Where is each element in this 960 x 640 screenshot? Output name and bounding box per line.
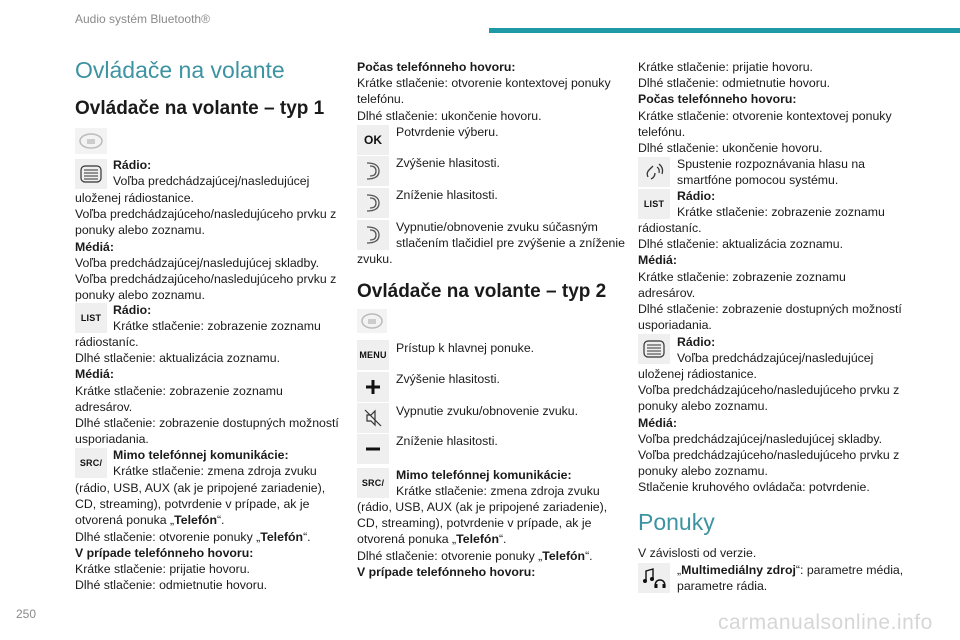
menu-button-icon: MENU bbox=[357, 340, 389, 370]
multimedia-source-icon bbox=[638, 563, 670, 593]
page-number: 250 bbox=[16, 607, 37, 621]
menus-intro-text: V závislosti od verzie. bbox=[638, 546, 757, 560]
c2-minus-text: Zníženie hlasitosti. bbox=[396, 434, 498, 448]
c2-ok-text: Potvrdenie výberu. bbox=[396, 125, 499, 139]
volume-down-lever-icon bbox=[357, 188, 389, 218]
thumbwheel-radio-icon bbox=[75, 159, 107, 189]
c1-src-block: (rádio, USB, AUX (ak je pripojené zariadenie), CD, streaming), potvrdenie v prípade, ak je otvorená ponuka „Telefón“. Dlhé stlačenie: otvorenie ponuky „Telefón“. V prípade telefónneho hovoru: Krátke stlačenie: prijatie hovoru. Dlhé stlačenie: odmietnutie hovoru. bbox=[75, 481, 326, 593]
c2-call-block: Počas telefónneho hovoru: Krátke stlačenie: otvorenie kontextovej ponuky telefónu. Dlhé stlačenie: ukončenie hovoru. bbox=[357, 60, 611, 123]
c1-radio-first-lines: Rádio: Voľba predchádzajúcej/nasledujúcej bbox=[113, 158, 310, 189]
c2-src-first-lines: Mimo telefónnej komunikácie: Krátke stlačenie: zmena zdroja zvuku bbox=[396, 468, 600, 499]
src-phone-button-icon: SRC / bbox=[75, 448, 107, 478]
watermark: carmanualsonline.info bbox=[718, 611, 933, 634]
c1-list-first-lines: Rádio: Krátke stlačenie: zobrazenie zoznamu bbox=[113, 303, 321, 334]
plus-button-icon bbox=[357, 372, 389, 402]
c2-up-text: Zvýšenie hlasitosti. bbox=[396, 156, 500, 170]
list-button-icon: LIST bbox=[75, 303, 107, 333]
c3-multimedia-text: „Multimediálny zdroj“: parametre média, parametre rádia. bbox=[677, 563, 904, 594]
main-title: Ovládače na volante bbox=[75, 57, 285, 83]
minus-button-icon bbox=[357, 434, 389, 464]
mute-lever-icon bbox=[357, 220, 389, 250]
c3-radio-media-block: uloženej rádiostanice. Voľba predchádzajúceho/nasledujúceho prvku z ponuky alebo zoznamu. Médiá: Voľba predchádzajúcej/nasledujúcej skladby. Voľba predchádzajúceho/nasledujúceho prvku z ponuky alebo zoznamu. Stlačenie kruhového ovládača: potvrdenie. bbox=[638, 367, 900, 495]
c3-call-block: Krátke stlačenie: prijatie hovoru. Dlhé stlačenie: odmietnutie hovoru. Počas telefónneho hovoru: Krátke stlačenie: otvorenie kontextovej ponuky telefónu. Dlhé stlačenie: ukončenie hovoru. bbox=[638, 60, 892, 156]
steering-wheel-type2-icon bbox=[357, 309, 387, 333]
c2-down-text: Zníženie hlasitosti. bbox=[396, 188, 498, 202]
header-title: Audio systém Bluetooth® bbox=[75, 12, 210, 26]
volume-up-lever-icon bbox=[357, 156, 389, 186]
mute-speaker-icon bbox=[357, 403, 389, 433]
section-title-type1: Ovládače na volante – typ 1 bbox=[75, 98, 325, 119]
c1-radio-media-block: uloženej rádiostanice. Voľba predchádzajúceho/nasledujúceho prvku z ponuky alebo zoznamu. Médiá: Voľba predchádzajúcej/nasledujúcej skladby. Voľba predchádzajúceho/nasledujúceho prvku z ponuky alebo zoznamu. bbox=[75, 191, 337, 303]
c3-voice-text: Spustenie rozpoznávania hlasu na smartfóne pomocou systému. bbox=[677, 157, 866, 188]
c3-list-first-lines: Rádio: Krátke stlačenie: zobrazenie zoznamu bbox=[677, 189, 885, 220]
thumbwheel-radio-2-icon bbox=[638, 334, 670, 364]
src-phone-button-2-icon: SRC / bbox=[357, 468, 389, 498]
ok-button-icon: OK bbox=[357, 125, 389, 155]
list-button-2-icon: LIST bbox=[638, 189, 670, 219]
header-accent-bar bbox=[489, 28, 960, 33]
section-title-type2: Ovládače na volante – typ 2 bbox=[357, 281, 607, 302]
c2-mute-first-lines: Vypnutie/obnovenie zvuku súčasným stlačením tlačidiel pre zvýšenie a zníženie bbox=[396, 220, 625, 251]
menus-title: Ponuky bbox=[638, 509, 715, 535]
c2-mute2-text: Vypnutie zvuku/obnovenie zvuku. bbox=[396, 404, 579, 418]
steering-wheel-type1-icon bbox=[75, 128, 107, 154]
c3-list-block: rádiostaníc. Dlhé stlačenie: aktualizácia zoznamu. Médiá: Krátke stlačenie: zobrazenie zoznamu adresárov. Dlhé stlačenie: zobrazenie dostupných možností usporiadania. bbox=[638, 221, 902, 333]
c2-src-block: (rádio, USB, AUX (ak je pripojené zariadenie), CD, streaming), potvrdenie v prípade, ak je otvorená ponuka „Telefón“. Dlhé stlačenie: otvorenie ponuky „Telefón“. V prípade telefónneho hovoru: bbox=[357, 500, 608, 579]
c2-mute-last-line: zvuku. bbox=[357, 252, 393, 266]
c3-radio-first-lines: Rádio: Voľba predchádzajúcej/nasledujúcej bbox=[677, 335, 874, 366]
c2-menu-text: Prístup k hlavnej ponuke. bbox=[396, 341, 535, 355]
c1-list-block: rádiostaníc. Dlhé stlačenie: aktualizácia zoznamu. Médiá: Krátke stlačenie: zobrazenie zoznamu adresárov. Dlhé stlačenie: zobrazenie dostupných možností usporiadania. bbox=[75, 335, 339, 447]
c2-plus-text: Zvýšenie hlasitosti. bbox=[396, 372, 500, 386]
voice-recognition-icon bbox=[638, 157, 670, 187]
c1-src-first-lines: Mimo telefónnej komunikácie: Krátke stlačenie: zmena zdroja zvuku bbox=[113, 448, 317, 479]
